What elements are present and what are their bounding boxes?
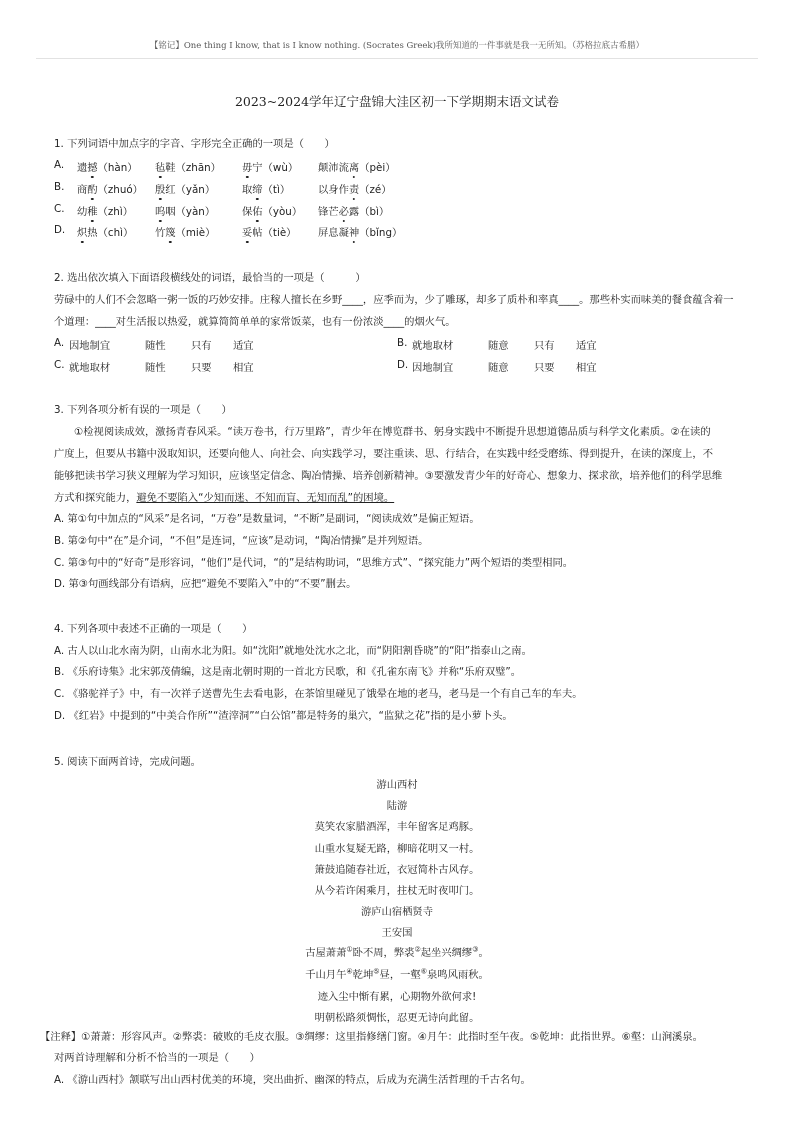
q1-option-word: 保佑（yòu） (242, 206, 303, 218)
poem1-line: 箫鼓追随春社近，衣冠简朴古风存。 (314, 864, 480, 876)
q3-passage-line-3: 能够把读书学习狭义理解为学习知识，应该坚定信念、陶冶情操、培养创新精神。③要激发青少年的好奇心、想象力、探求欲，培养他们的科学思维 (54, 470, 723, 482)
q1-option-label[interactable]: C. (54, 203, 65, 215)
q1-option-word: 锋芒必露（bì） (318, 206, 390, 218)
q3-passage-line-2: 广度上，但要从书籍中汲取知识，还要向他人、向社会、向实践学习，要注重读、思、行结合，在实践中经受磨练、得到提升，在读的深度上，不 (54, 448, 713, 460)
q2-option-label[interactable]: A. (54, 337, 65, 349)
q5-option-a[interactable]: A. 《游山西村》颔联写出山西村优美的环境，突出曲折、幽深的特点，后成为充满生活哲理的千古名句。 (54, 1074, 531, 1086)
q1-option-word: 殷红（yǎn） (155, 184, 216, 196)
q1-option-word: 毡鞋（zhān） (155, 162, 221, 174)
q3-option-a[interactable]: A. 第①句中加点的“风采”是名词，“万卷”是数量词，“不断”是副词，“阅读成效”是偏正短语。 (54, 513, 480, 525)
q2-option-word: 只要 (534, 362, 555, 374)
q1-option-word: 遗撼（hàn） (77, 162, 138, 174)
q5-stem: 5. 阅读下面两首诗，完成问题。 (54, 756, 201, 768)
q1-option-word: 商酌（zhuó） (77, 184, 143, 196)
q5-question: 对两首诗理解和分析不恰当的一项是（ ） (54, 1052, 260, 1064)
q2-paragraph-line-1: 劳碌中的人们不会忽略一粥一饭的巧妙安排。庄稼人擅长在乡野____，应季而为，少了雕琢，却多了质朴和率真____。那些朴实而味美的餐食蕴含着一 (54, 294, 734, 306)
q1-stem: 1. 下列词语中加点字的字音、字形完全正确的一项是（ ） (54, 138, 335, 150)
q2-option-word: 适宜 (233, 340, 254, 352)
q1-option-word: 呜咽（yàn） (155, 206, 216, 218)
q1-option-label[interactable]: A. (54, 159, 65, 171)
q2-option-word: 只有 (191, 340, 212, 352)
q5-annotation: 【注释】①萧萧：形容风声。②弊裘：破败的毛皮衣服。③绸缪：这里指修缮门窗。④月午：此指时至午夜。⑤乾坤：此指世界。⑥壑：山涧溪泉。 (40, 1031, 703, 1043)
q2-option-word: 适宜 (576, 340, 597, 352)
poem1-line: 山重水复疑无路，柳暗花明又一村。 (314, 843, 480, 855)
q3-underlined-sentence: 避免不要陷入“少知而迷、不知而盲、无知而乱”的困境。 (136, 492, 395, 504)
poem2-line: 明朝松路须惆怅，忍更无诗向此留。 (314, 1012, 480, 1024)
q4-option-d[interactable]: D. 《红岩》中提到的“中美合作所”“渣滓洞”“白公馆”都是特务的巢穴，“监狱之花”指的是小萝卜头。 (54, 710, 513, 722)
q3-option-d[interactable]: D. 第③句画线部分有语病，应把“避免不要陷入”中的“不要”删去。 (54, 578, 357, 590)
q3-passage-line-1: ①检视阅读成效，激扬青春风采。“读万卷书，行万里路”，青少年在博览群书、躬身实践中不断提升思想道德品质与科学文化素质。②在读的 (74, 426, 711, 438)
q1-option-word: 取缔（tì） (242, 184, 291, 196)
q1-option-word: 竹篾（miè） (155, 227, 216, 239)
q1-option-word: 幼稚（zhì） (77, 206, 133, 218)
q2-option-word: 就地取材 (69, 362, 111, 374)
poem2-author: 王安国 (381, 927, 413, 939)
poem1-line: 从今若许闲乘月，拄杖无时夜叩门。 (314, 885, 480, 897)
poem1-title: 游山西村 (376, 779, 418, 791)
q2-option-label[interactable]: B. (397, 337, 408, 349)
q1-option-word: 炽热（chì） (77, 227, 134, 239)
q1-option-word: 妥帖（tiè） (242, 227, 297, 239)
poem2-line: 千山月午④乾坤⑤昼，一壑⑥泉鸣风雨秋。 (305, 967, 489, 981)
q2-stem: 2. 选出依次填入下面语段横线处的词语，最恰当的一项是（ ） (54, 272, 366, 284)
q2-option-word: 只有 (534, 340, 555, 352)
poem2-line: 古屋萧萧①卧不周，弊裘②起坐兴绸缪③。 (305, 945, 489, 959)
q2-option-word: 随意 (488, 362, 509, 374)
q2-option-word: 只要 (191, 362, 212, 374)
poem1-line: 莫笑农家腊酒浑，丰年留客足鸡豚。 (314, 821, 480, 833)
q1-option-word: 屏息凝神（bǐng） (318, 227, 403, 239)
poem2-line: 迹入尘中惭有累，心期物外欲何求! (317, 991, 477, 1003)
poem2-title: 游庐山宿栖贤寺 (360, 906, 434, 918)
q2-option-word: 相宜 (576, 362, 597, 374)
q1-option-label[interactable]: B. (54, 181, 65, 193)
q2-option-word: 因地制宜 (412, 362, 454, 374)
poem1-author: 陆游 (386, 800, 408, 812)
q2-option-label[interactable]: C. (54, 359, 65, 371)
q2-option-word: 就地取材 (412, 340, 454, 352)
q2-option-word: 因地制宜 (69, 340, 111, 352)
q1-option-word: 以身作责（zé） (318, 184, 392, 196)
page-title: 2023~2024学年辽宁盘锦大洼区初一下学期期末语文试卷 (234, 94, 560, 109)
q3-passage-line-4: 方式和探究能力，避免不要陷入“少知而迷、不知而盲、无知而乱”的困境。 (54, 492, 395, 504)
q2-option-label[interactable]: D. (397, 359, 409, 371)
q4-option-a[interactable]: A. 古人以山北水南为阴，山南水北为阳。如“沈阳”就地处沈水之北，而“阴阳割昏晓”的“阳”指泰山之南。 (54, 645, 532, 657)
q2-option-word: 相宜 (233, 362, 254, 374)
q3-option-c[interactable]: C. 第③句中的“好奇”是形容词，“他们”是代词，“的”是结构助词，“思维方式”、“探究能力”两个短语的类型相同。 (54, 557, 574, 569)
q2-option-word: 随性 (145, 340, 166, 352)
q2-option-word: 随性 (145, 362, 166, 374)
q3-option-b[interactable]: B. 第②句中“在”是介词，“不但”是连词，“应该”是动词，“陶冶情操”是并列短语。 (54, 535, 429, 547)
header-divider (36, 58, 758, 59)
q2-paragraph-line-2: 个道理：____对生活报以热爱，就算简简单单的家常饭菜，也有一份浓淡____的烟火气。 (54, 316, 456, 328)
q1-option-word: 毋宁（wù） (242, 162, 299, 174)
motto-header: 【铭记】One thing I know, that is I know nothing. (Socrates Greek)我所知道的一件事就是我一无所知。（苏格拉底古希腊） (149, 41, 645, 51)
q1-option-word: 颠沛流离（pèi） (318, 162, 396, 174)
q4-stem: 4. 下列各项中表述不正确的一项是（ ） (54, 623, 253, 635)
q4-option-b[interactable]: B. 《乐府诗集》北宋郭茂倩编，这是南北朝时期的一首北方民歌，和《孔雀东南飞》并称“乐府双璧”。 (54, 666, 522, 678)
q4-option-c[interactable]: C. 《骆驼祥子》中，有一次祥子送曹先生去看电影，在茶馆里碰见了饿晕在地的老马，老马是一个有自己车的车夫。 (54, 688, 583, 700)
q2-option-word: 随意 (488, 340, 509, 352)
q1-option-label[interactable]: D. (54, 224, 66, 236)
q3-stem: 3. 下列各项分析有误的一项是（ ） (54, 404, 232, 416)
